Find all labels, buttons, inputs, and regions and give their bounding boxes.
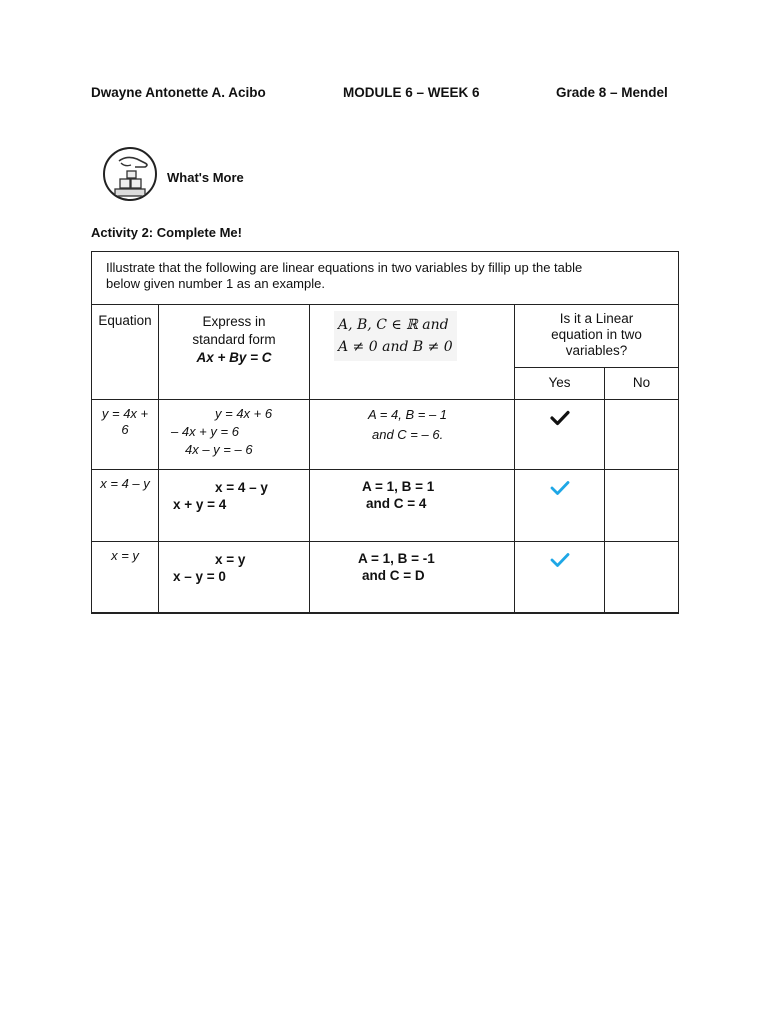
row1-standard-form (159, 400, 310, 470)
header-yes (515, 368, 605, 400)
row3-coef-line-2: and C = D (362, 568, 425, 583)
section-title: What's More (167, 170, 244, 185)
header-linear-line-2: equation in two (551, 327, 642, 342)
header-cond-line-2: A ≠ 0 and B ≠ 0 (338, 339, 453, 355)
row1-standard-line-3: 4x – y = – 6 (185, 442, 253, 457)
row1-yes-cell[interactable] (515, 400, 605, 470)
activity-table (91, 251, 679, 614)
check-icon (550, 410, 570, 426)
row1-coef-line-1: A = 4, B = – 1 (368, 407, 448, 422)
header-cond-line-1: A, B, C ∈ ℝ and (338, 317, 449, 333)
row2-coef-line-2: and C = 4 (366, 496, 427, 511)
row3-coef-line-1: A = 1, B = -1 (358, 551, 435, 566)
instructions-line-1: Illustrate that the following are linear equations in two variables by fillip up the table (106, 260, 583, 275)
activity-title: Activity 2: Complete Me! (91, 225, 242, 240)
header-no (605, 368, 679, 400)
row3-no-cell[interactable] (605, 542, 679, 613)
header-conditions (310, 305, 515, 400)
row2-standard-line-1: x = 4 – y (215, 480, 268, 495)
grade-section: Grade 8 – Mendel (556, 85, 668, 100)
row1-standard-line-2: – 4x + y = 6 (171, 424, 239, 439)
table-row (92, 470, 679, 542)
header-linear-line-3: variables? (565, 343, 628, 358)
row3-standard-line-1: x = y (215, 552, 246, 567)
instructions-line-2: below given number 1 as an example. (106, 276, 325, 291)
row3-equation-text: x = y (111, 548, 139, 563)
row3-equation (92, 542, 159, 613)
header-yes-label: Yes (548, 375, 571, 390)
header-express-formula: Ax + By = C (196, 350, 272, 365)
row2-no-cell[interactable] (605, 470, 679, 542)
row2-equation (92, 470, 159, 542)
check-icon (550, 480, 570, 496)
header-no-label: No (632, 375, 651, 390)
row2-equation-text: x = 4 – y (100, 476, 150, 491)
header-express-line-1: Express in (202, 314, 266, 329)
row3-coefficients (310, 542, 515, 613)
hand-stacking-blocks-icon (103, 147, 157, 201)
header-linear-line-1: Is it a Linear (559, 311, 634, 326)
row1-equation (92, 400, 159, 470)
whats-more-banner (100, 145, 300, 207)
header-express-line-2: standard form (192, 332, 276, 347)
header-equation-label: Equation (98, 313, 152, 328)
row1-coefficients (310, 400, 515, 470)
row1-no-cell[interactable] (605, 400, 679, 470)
row2-standard-form (159, 470, 310, 542)
row3-yes-cell[interactable] (515, 542, 605, 613)
row3-standard-form (159, 542, 310, 613)
header-equation (92, 305, 159, 400)
module-week: MODULE 6 – WEEK 6 (343, 85, 480, 100)
table-row (92, 400, 679, 470)
row1-equation-line-2: 6 (121, 422, 129, 437)
header-standard-form (159, 305, 310, 400)
table-row (92, 542, 679, 613)
row2-yes-cell[interactable] (515, 470, 605, 542)
row3-standard-line-2: x – y = 0 (173, 569, 226, 584)
row1-standard-line-1: y = 4x + 6 (215, 406, 273, 421)
row2-standard-line-2: x + y = 4 (173, 497, 227, 512)
check-icon (550, 552, 570, 568)
row2-coefficients (310, 470, 515, 542)
student-name: Dwayne Antonette A. Acibo (91, 85, 266, 100)
table-instructions (92, 252, 679, 305)
row2-coef-line-1: A = 1, B = 1 (362, 479, 435, 494)
row1-equation-line-1: y = 4x + (101, 406, 149, 421)
header-is-linear (515, 305, 679, 368)
row1-coef-line-2: and C = – 6. (372, 427, 444, 442)
